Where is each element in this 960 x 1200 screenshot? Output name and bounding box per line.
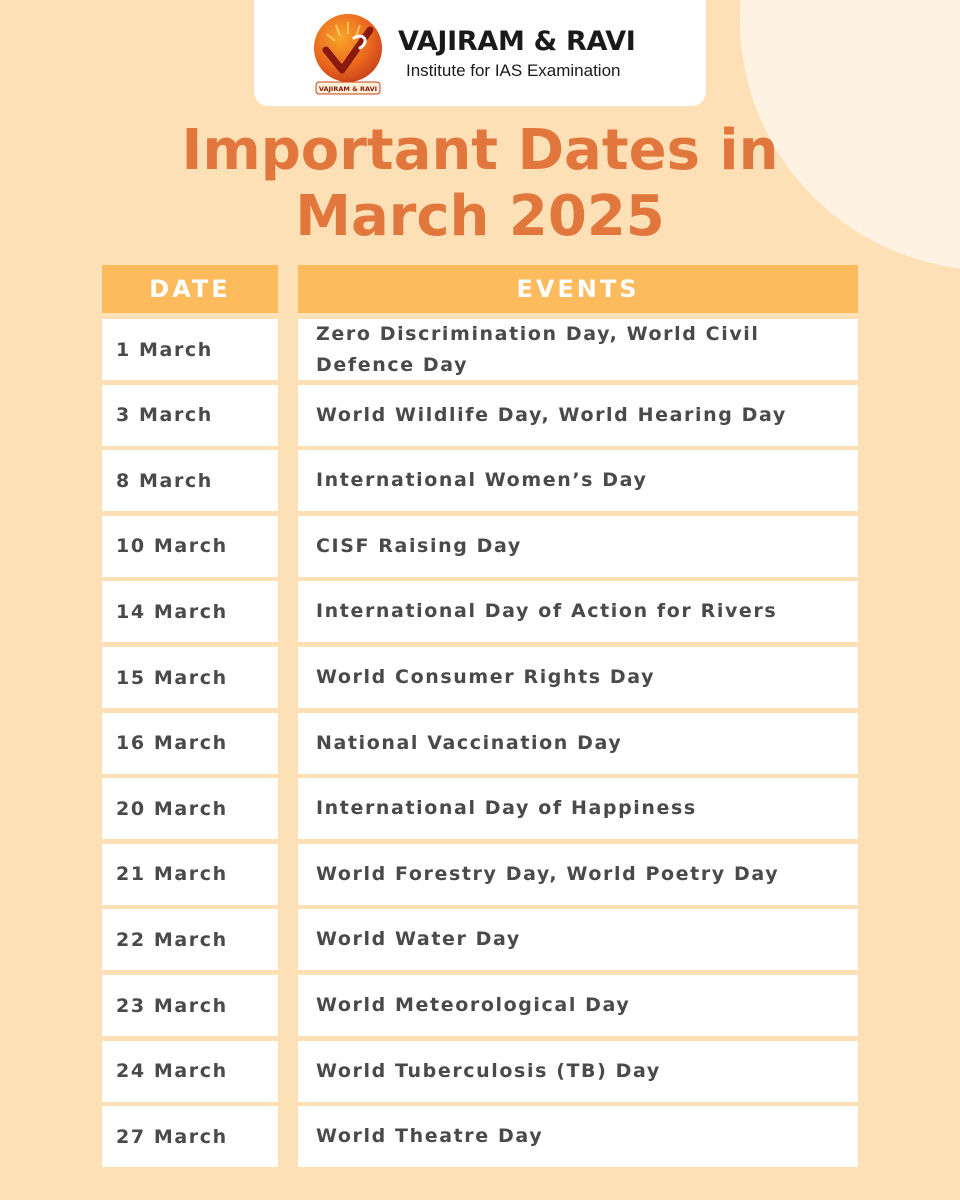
date-cell: 16 March xyxy=(102,713,278,774)
table-row xyxy=(102,516,858,577)
date-cell: 15 March xyxy=(102,647,278,708)
date-cell: 1 March xyxy=(102,319,278,380)
event-cell: International Day of Action for Rivers xyxy=(298,581,858,642)
events-column-header xyxy=(298,265,858,313)
date-column-header xyxy=(102,265,278,313)
event-cell: Zero Discrimination Day, World Civil Defence Day xyxy=(298,319,858,380)
page-title xyxy=(0,118,960,250)
event-cell: World Meteorological Day xyxy=(298,975,858,1036)
table-row xyxy=(102,909,858,970)
table-row xyxy=(102,778,858,839)
logo-ribbon-text: VAJIRAM & RAVI xyxy=(318,85,378,93)
table-row xyxy=(102,385,858,446)
event-cell: World Forestry Day, World Poetry Day xyxy=(298,844,858,905)
table-row xyxy=(102,450,858,511)
date-column-header-label: DATE xyxy=(149,275,231,303)
event-cell: World Consumer Rights Day xyxy=(298,647,858,708)
date-cell: 3 March xyxy=(102,385,278,446)
brand-name: VAJIRAM & RAVI xyxy=(398,26,636,57)
event-cell: World Tuberculosis (TB) Day xyxy=(298,1041,858,1102)
page-title-line-2: March 2025 xyxy=(295,184,665,249)
date-cell: 22 March xyxy=(102,909,278,970)
vajiram-ravi-logo-icon xyxy=(312,12,384,96)
date-cell: 8 March xyxy=(102,450,278,511)
date-cell: 24 March xyxy=(102,1041,278,1102)
date-cell: 14 March xyxy=(102,581,278,642)
table-row xyxy=(102,975,858,1036)
date-cell: 20 March xyxy=(102,778,278,839)
date-cell: 27 March xyxy=(102,1106,278,1167)
date-cell: 21 March xyxy=(102,844,278,905)
page-title-line-1: Important Dates in xyxy=(181,118,779,183)
brand-tagline: Institute for IAS Examination xyxy=(406,61,621,80)
table-row xyxy=(102,319,858,380)
event-cell: International Day of Happiness xyxy=(298,778,858,839)
event-cell: World Theatre Day xyxy=(298,1106,858,1167)
table-row xyxy=(102,1041,858,1102)
table-row xyxy=(102,647,858,708)
event-cell: World Wildlife Day, World Hearing Day xyxy=(298,385,858,446)
logo-header xyxy=(254,0,706,106)
event-cell: National Vaccination Day xyxy=(298,713,858,774)
events-column-header-label: EVENTS xyxy=(516,275,640,303)
event-cell: CISF Raising Day xyxy=(298,516,858,577)
table-row xyxy=(102,844,858,905)
table-row xyxy=(102,713,858,774)
date-cell: 10 March xyxy=(102,516,278,577)
event-cell: International Women’s Day xyxy=(298,450,858,511)
table-row xyxy=(102,1106,858,1167)
date-cell: 23 March xyxy=(102,975,278,1036)
event-cell: World Water Day xyxy=(298,909,858,970)
table-row xyxy=(102,581,858,642)
